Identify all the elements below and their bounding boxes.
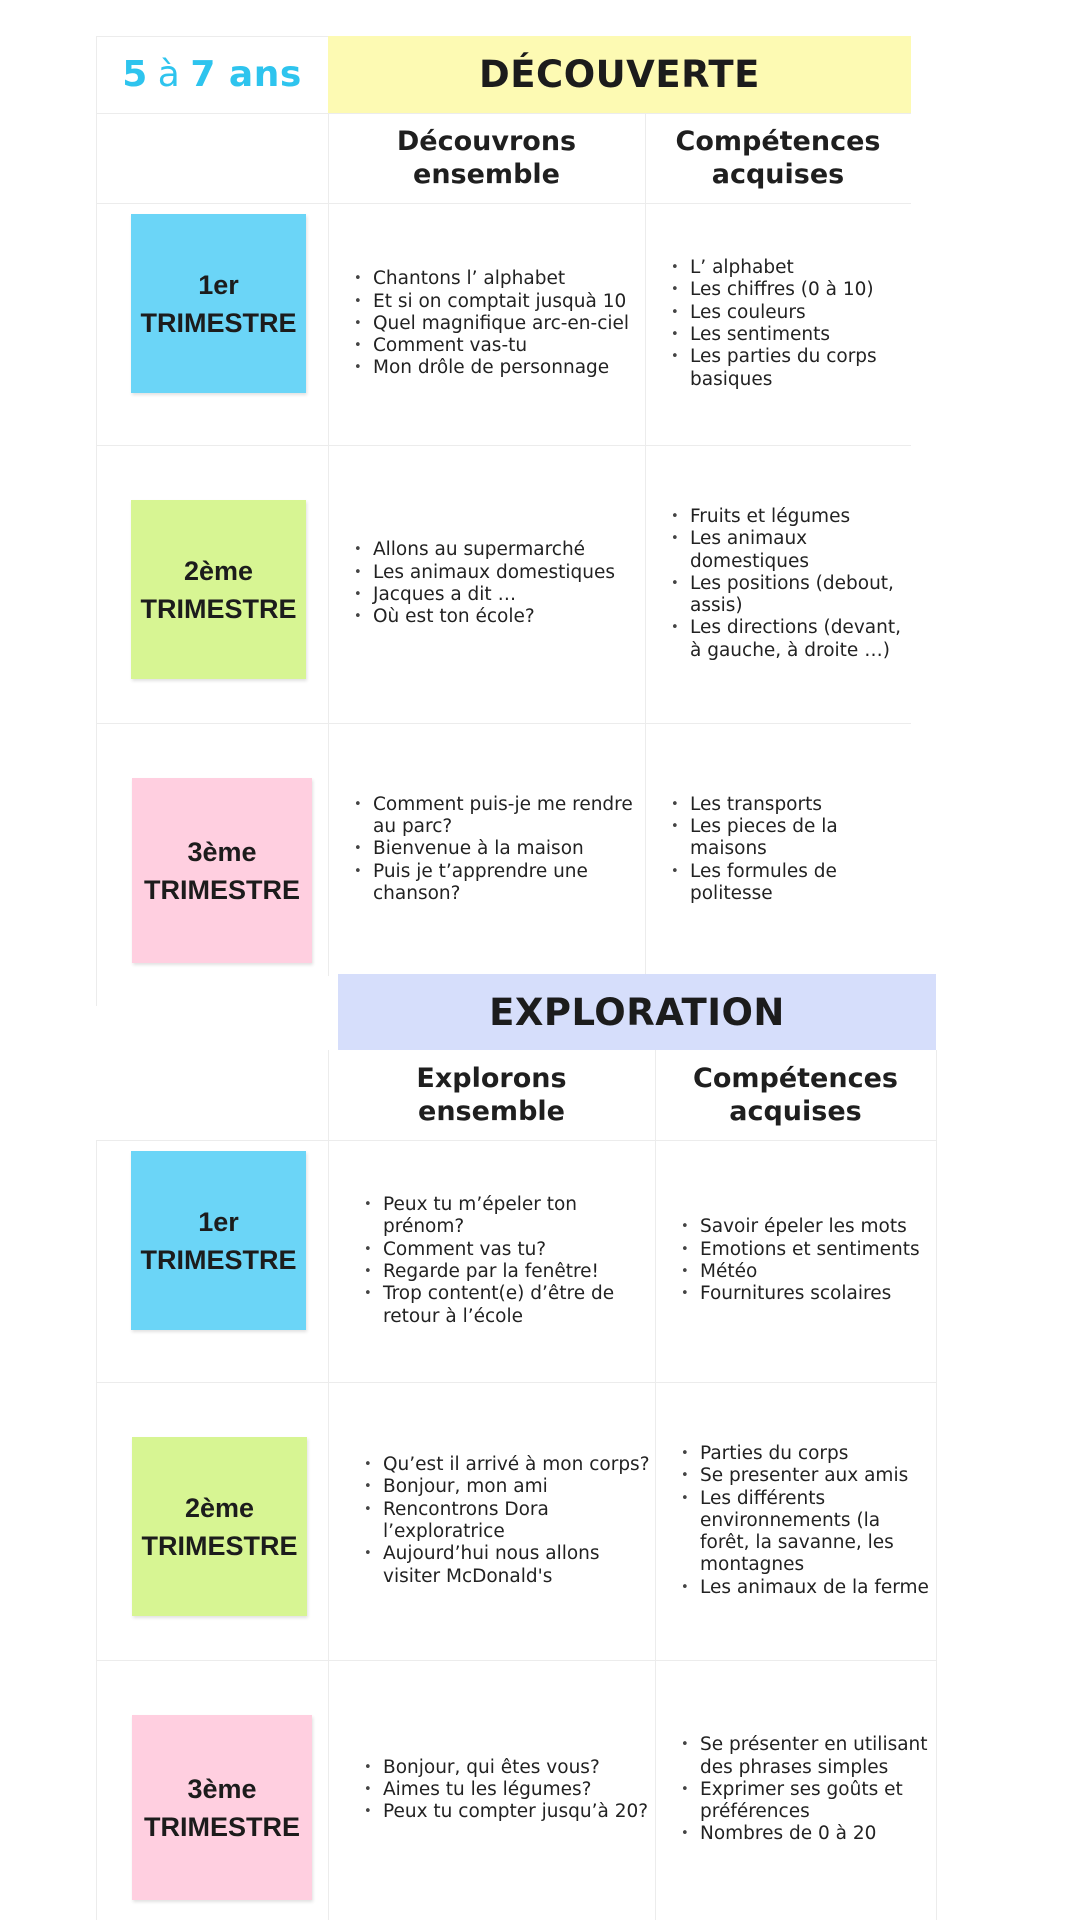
list-item: • Où est ton école? <box>352 606 615 628</box>
list-item: • Se presenter aux amis <box>679 1465 934 1487</box>
list-item: • Emotions et sentiments <box>679 1239 920 1261</box>
list-item: • Savoir épeler les mots <box>679 1216 920 1238</box>
curriculum-sheet <box>96 36 937 1920</box>
activities-cell <box>352 723 642 976</box>
section-banner-exploration <box>338 974 936 1050</box>
skills-cell <box>679 1660 934 1920</box>
column-header-activities: Découvrons ensemble <box>396 126 577 190</box>
list-item: • Les animaux domestiques <box>352 562 615 584</box>
activities-list <box>352 539 615 628</box>
list-item: • Les sentiments <box>669 324 909 346</box>
list-item: • Trop content(e) d’être de retour à l’école <box>362 1283 652 1328</box>
activities-list <box>362 1757 648 1824</box>
list-item: • Allons au supermarché <box>352 539 615 561</box>
list-item: • Les chiffres (0 à 10) <box>669 279 909 301</box>
list-item: • Chantons l’ alphabet <box>352 268 629 290</box>
column-header-activities: Explorons ensemble <box>416 1063 567 1127</box>
list-item: • L’ alphabet <box>669 257 909 279</box>
age-connector: à <box>157 54 181 95</box>
list-item: • Comment puis-je me rendre au parc? <box>352 794 642 839</box>
divider <box>96 36 97 1006</box>
divider <box>655 1050 656 1920</box>
list-item: • Les transports <box>669 794 909 816</box>
list-item: • Les formules de politesse <box>669 861 909 906</box>
list-item: • Peux tu m’épeler ton prénom? <box>362 1194 652 1239</box>
list-item: • Bonjour, mon ami <box>362 1476 652 1498</box>
list-item: • Qu’est il arrivé à mon corps? <box>362 1454 652 1476</box>
skills-list <box>669 257 909 391</box>
list-item: • Les différents environnements (la forêt, la savanne, les montagnes <box>679 1488 934 1577</box>
list-item: • Les animaux de la ferme <box>679 1577 934 1599</box>
column-header-skills: Compétences acquises <box>675 126 881 190</box>
list-item: • Fournitures scolaires <box>679 1283 920 1305</box>
list-item: • Les pieces de la maisons <box>669 816 909 861</box>
divider <box>328 1050 329 1920</box>
list-item: • Aimes tu les légumes? <box>362 1779 648 1801</box>
list-item: • Comment vas-tu <box>352 335 629 357</box>
skills-cell <box>669 445 909 723</box>
skills-cell <box>679 1140 934 1382</box>
list-item: • Mon drôle de personnage <box>352 357 629 379</box>
term-sticky-note: 2ème TRIMESTRE <box>132 1437 307 1616</box>
age-range-title <box>96 36 328 113</box>
list-item: • Météo <box>679 1261 920 1283</box>
term-sticky-note: 2ème TRIMESTRE <box>131 500 306 679</box>
divider <box>645 113 646 976</box>
list-item: • Les animaux domestiques <box>669 528 909 573</box>
list-item: • Les directions (devant, à gauche, à droite …) <box>669 617 909 662</box>
list-item: • Puis je t’apprendre une chanson? <box>352 861 642 906</box>
term-sticky-note: 1er TRIMESTRE <box>131 1151 306 1330</box>
skills-cell <box>669 203 909 445</box>
list-item: • Se présenter en utilisant des phrases simples <box>679 1734 934 1779</box>
list-item: • Bonjour, qui êtes vous? <box>362 1757 648 1779</box>
list-item: • Jacques a dit … <box>352 584 615 606</box>
term-sticky-note: 1er TRIMESTRE <box>131 214 306 393</box>
divider <box>96 1140 97 1920</box>
list-item: • Les parties du corps basiques <box>669 346 909 391</box>
skills-list <box>679 1216 920 1305</box>
list-item: • Aujourd’hui nous allons visiter McDonald's <box>362 1543 652 1588</box>
skills-list <box>679 1734 934 1845</box>
list-item: • Quel magnifique arc-en-ciel <box>352 313 629 335</box>
activities-list <box>352 268 629 379</box>
activities-cell <box>362 1140 652 1382</box>
divider <box>936 1050 937 1920</box>
activities-cell <box>352 203 642 445</box>
list-item: • Nombres de 0 à 20 <box>679 1823 934 1845</box>
list-item: • Comment vas tu? <box>362 1239 652 1261</box>
list-item: • Peux tu compter jusqu’à 20? <box>362 1801 648 1823</box>
activities-cell <box>362 1660 652 1920</box>
activities-list <box>352 794 642 905</box>
activities-list <box>362 1194 652 1328</box>
skills-cell <box>679 1382 934 1660</box>
section-title: EXPLORATION <box>489 990 785 1034</box>
age-from: 5 <box>122 54 148 95</box>
list-item: • Rencontrons Dora l’exploratrice <box>362 1499 652 1544</box>
activities-cell <box>362 1382 652 1660</box>
term-sticky-note: 3ème TRIMESTRE <box>132 778 312 963</box>
list-item: • Parties du corps <box>679 1443 934 1465</box>
list-item: • Et si on comptait jusquà 10 <box>352 291 629 313</box>
skills-list <box>669 794 909 905</box>
section-banner-decouverte <box>328 36 911 113</box>
skills-cell <box>669 723 909 976</box>
section-title: DÉCOUVERTE <box>479 53 760 96</box>
activities-list <box>362 1454 652 1588</box>
list-item: • Regarde par la fenêtre! <box>362 1261 652 1283</box>
list-item: • Bienvenue à la maison <box>352 838 642 860</box>
column-header-skills: Compétences acquises <box>693 1063 898 1127</box>
skills-list <box>679 1443 934 1599</box>
list-item: • Fruits et légumes <box>669 506 909 528</box>
activities-cell <box>352 445 642 723</box>
term-sticky-note: 3ème TRIMESTRE <box>132 1715 312 1900</box>
age-to: 7 ans <box>190 54 302 95</box>
list-item: • Les positions (debout, assis) <box>669 573 909 618</box>
skills-list <box>669 506 909 662</box>
list-item: • Exprimer ses goûts et préférences <box>679 1779 934 1824</box>
list-item: • Les couleurs <box>669 302 909 324</box>
